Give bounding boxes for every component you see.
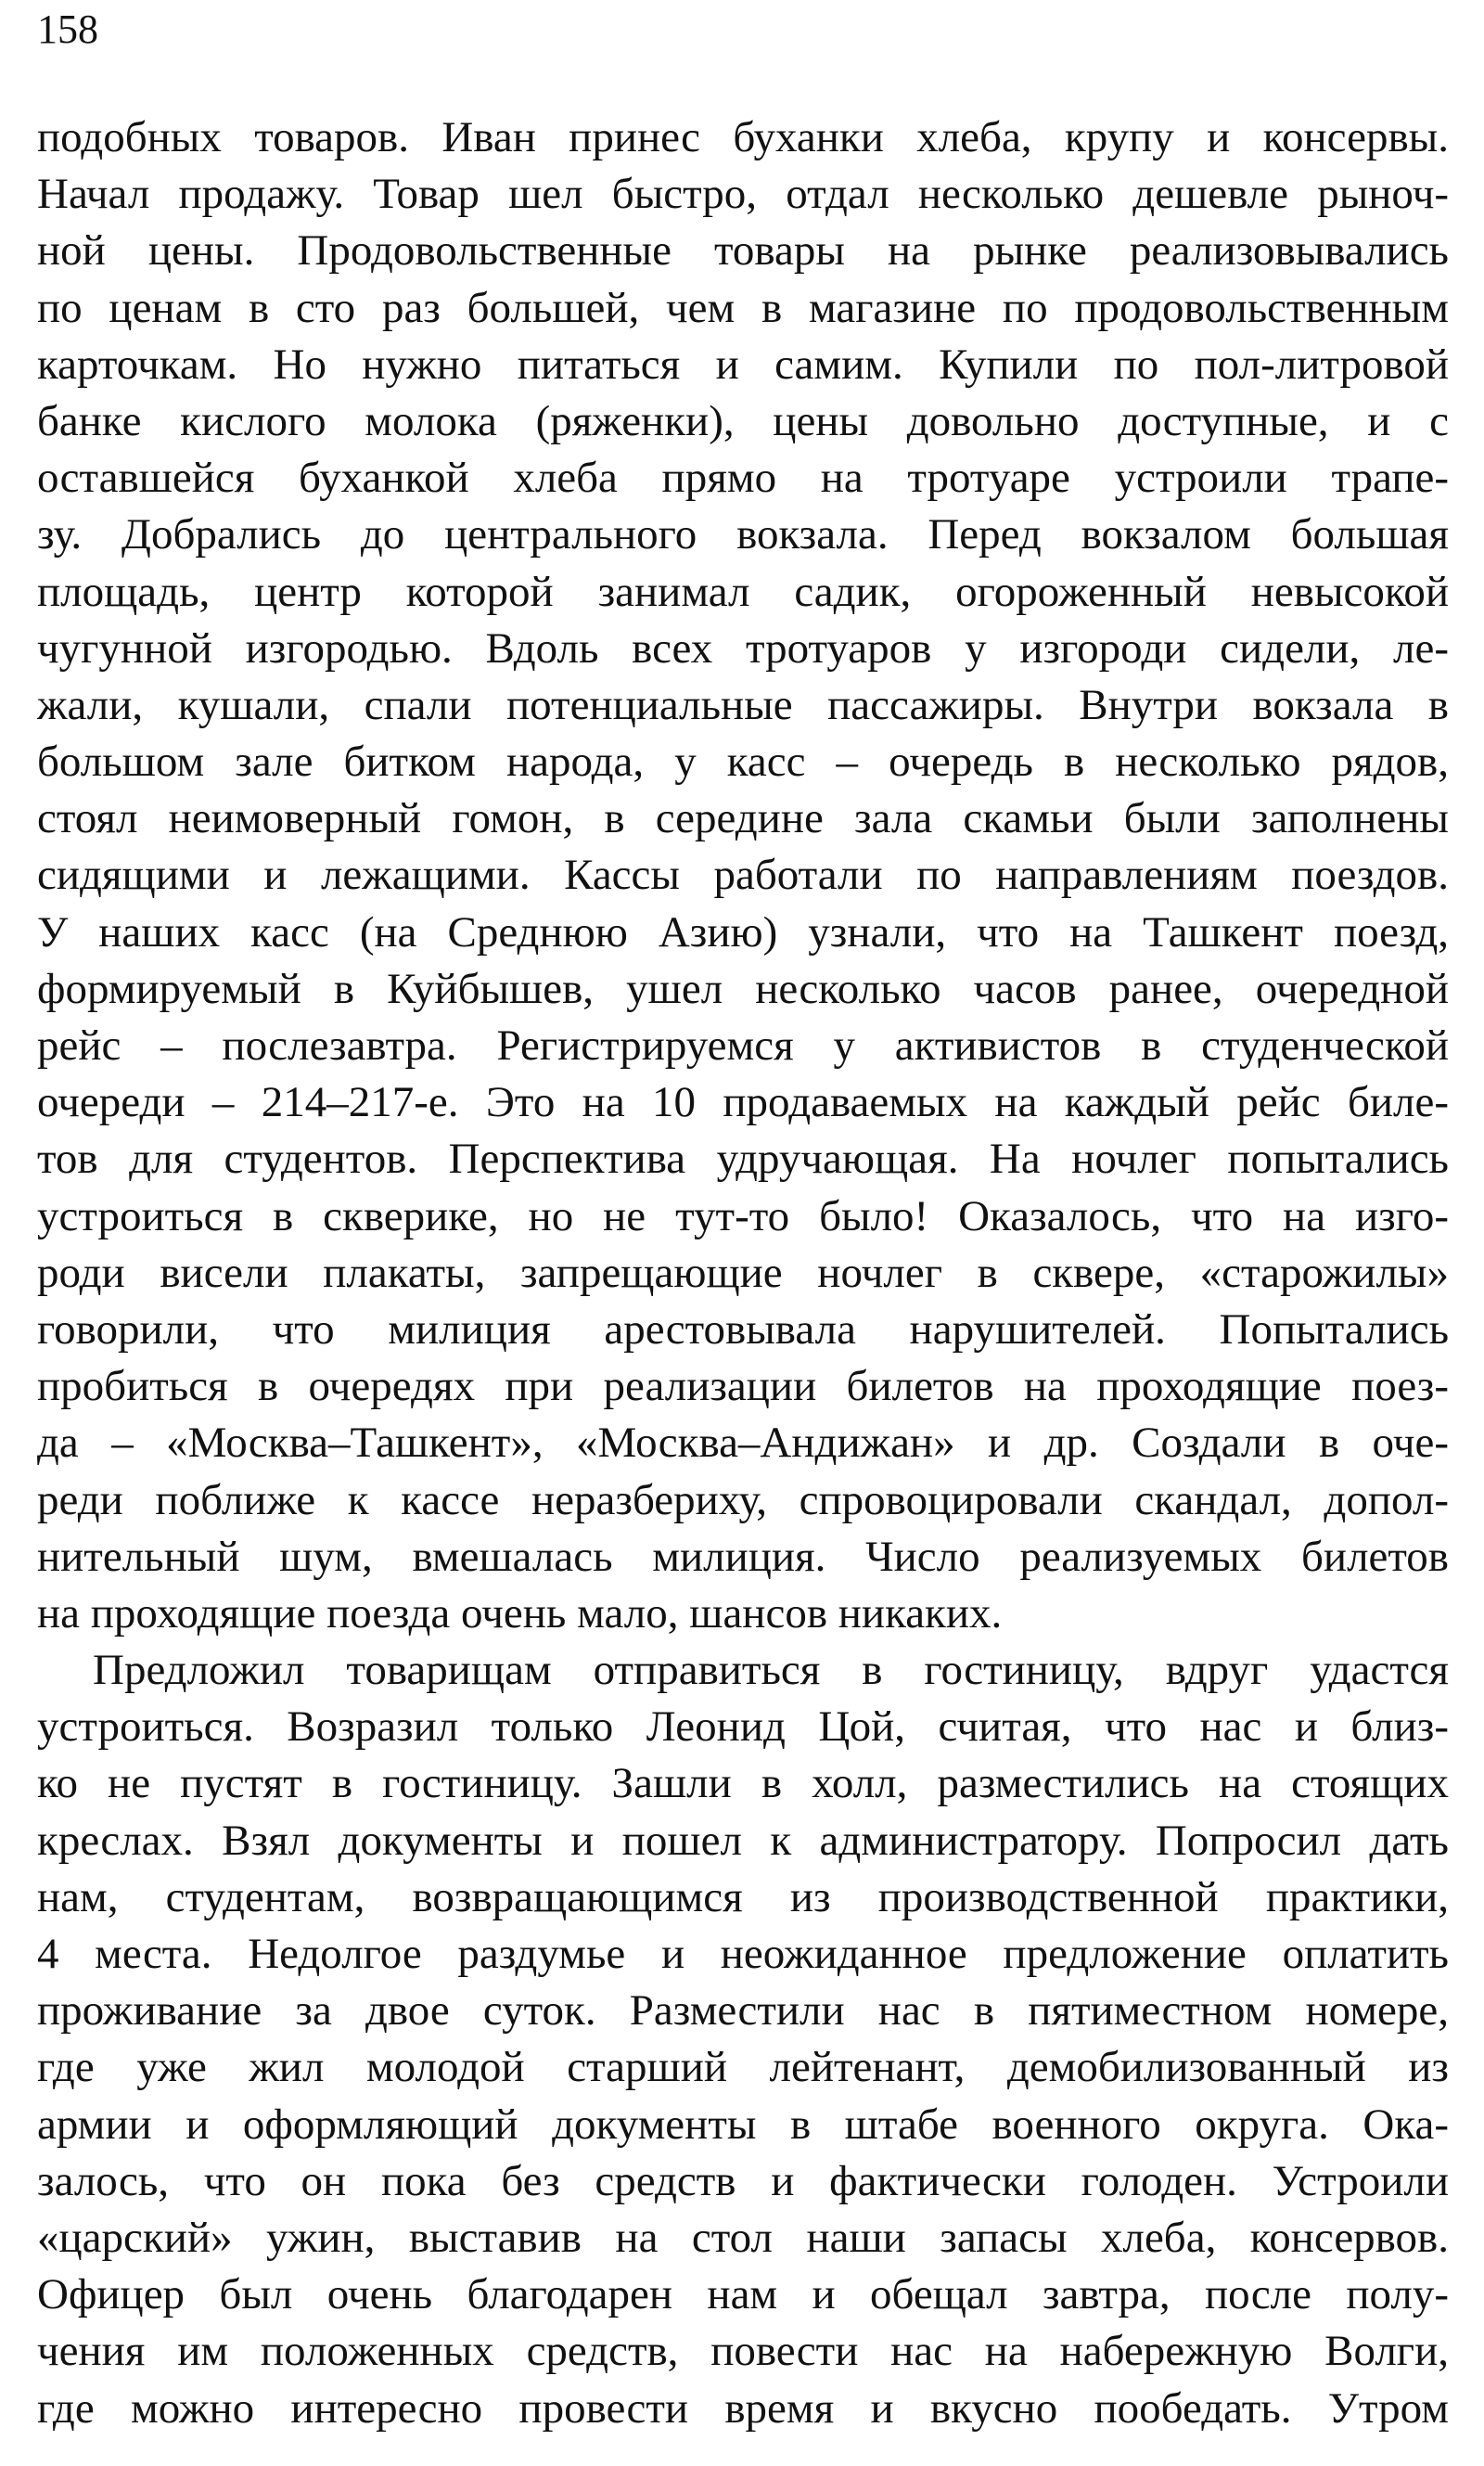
text-line: чения им положенных средств, повести нас на набережную Волги,: [37, 2327, 1449, 2376]
text-line: У наших касс (на Среднюю Азию) узнали, что на Ташкент поезд,: [37, 907, 1449, 957]
text-line: пробиться в очередях при реализации билетов на проходящие поез-: [37, 1362, 1449, 1411]
text-line: залось, что он пока без средств и фактически голоден. Устроили: [37, 2156, 1449, 2205]
text-line: армии и оформляющий документы в штабе военного округа. Ока-: [37, 2100, 1449, 2149]
text-line: где уже жил молодой старший лейтенант, демобилизованный из: [37, 2043, 1449, 2092]
text-line: устроиться в скверике, но не тут-то было! Оказалось, что на изго-: [37, 1191, 1449, 1240]
paragraph-last-line: на проходящие поезда очень мало, шансов никаких.: [37, 1588, 1003, 1638]
text-line: оставшейся буханкой хлеба прямо на тротуаре устроили трапе-: [37, 454, 1449, 503]
text-line: ной цены. Продовольственные товары на рынке реализовывались: [37, 226, 1449, 276]
text-line: по ценам в сто раз большей, чем в магазине по продовольственным: [37, 283, 1449, 332]
text-line: роди висели плакаты, запрещающие ночлег в сквере, «старожилы»: [37, 1248, 1449, 1297]
paragraph-first-line: Предложил товарищам отправиться в гостиницу, вдруг удастся: [93, 1646, 1449, 1695]
text-line: ко не пустят в гостиницу. Зашли в холл, разместились на стоящих: [37, 1759, 1449, 1808]
text-line: «царский» ужин, выставив на стол наши запасы хлеба, консервов.: [37, 2213, 1449, 2262]
text-line: 4 места. Недолгое раздумье и неожиданное предложение оплатить: [37, 1930, 1449, 1978]
text-line: да – «Москва–Ташкент», «Москва–Андижан» и др. Создали в оче-: [37, 1419, 1449, 1468]
text-line: банке кислого молока (ряженки), цены довольно доступные, и с: [37, 396, 1449, 445]
text-line: проживание за двое суток. Разместили нас в пятиместном номере,: [37, 1986, 1449, 2036]
text-line: площадь, центр которой занимал садик, огороженный невысокой: [37, 567, 1449, 616]
text-line: реди поближе к кассе неразбериху, спровоцировали скандал, допол-: [37, 1475, 1449, 1524]
text-line: подобных товаров. Иван принес буханки хлеба, крупу и консервы.: [37, 113, 1449, 161]
text-line: стоял неимоверный гомон, в середине зала скамьи были заполнены: [37, 794, 1449, 843]
text-line: говорили, что милиция арестовывала нарушителей. Попытались: [37, 1304, 1449, 1354]
text-line: карточкам. Но нужно питаться и самим. Купили по пол-литровой: [37, 340, 1449, 389]
text-line: жали, кушали, спали потенциальные пассажиры. Внутри вокзала в: [37, 680, 1449, 729]
text-line: большом зале битком народа, у касс – очередь в несколько рядов,: [37, 738, 1449, 787]
text-line: Начал продажу. Товар шел быстро, отдал несколько дешевле рыноч-: [37, 170, 1449, 219]
text-line: Офицер был очень благодарен нам и обещал завтра, после полу-: [37, 2270, 1449, 2319]
text-line: где можно интересно провести время и вкусно пообедать. Утром: [37, 2383, 1449, 2433]
page-number: 158: [37, 6, 98, 52]
text-line: устроиться. Возразил только Леонид Цой, считая, что нас и близ-: [37, 1702, 1449, 1752]
page-text: [37, 109, 1449, 2437]
text-line: сидящими и лежащими. Кассы работали по направлениям поездов.: [37, 851, 1449, 900]
text-line: креслах. Взял документы и пошел к администратору. Попросил дать: [37, 1816, 1449, 1865]
text-line: тов для студентов. Перспектива удручающая. На ночлег попытались: [37, 1135, 1449, 1184]
text-line: зу. Добрались до центрального вокзала. Перед вокзалом большая: [37, 510, 1449, 559]
text-line: рейс – послезавтра. Регистрируемся у активистов в студенческой: [37, 1021, 1449, 1070]
text-line: формируемый в Куйбышев, ушел несколько часов ранее, очередной: [37, 964, 1449, 1013]
text-line: чугунной изгородью. Вдоль всех тротуаров у изгороди сидели, ле-: [37, 623, 1449, 673]
text-line: очереди – 214–217-е. Это на 10 продаваемых на каждый рейс биле-: [37, 1078, 1449, 1127]
text-line: нам, студентам, возвращающимся из производственной практики,: [37, 1872, 1449, 1921]
text-line: нительный шум, вмешалась милиция. Число реализуемых билетов: [37, 1532, 1449, 1581]
